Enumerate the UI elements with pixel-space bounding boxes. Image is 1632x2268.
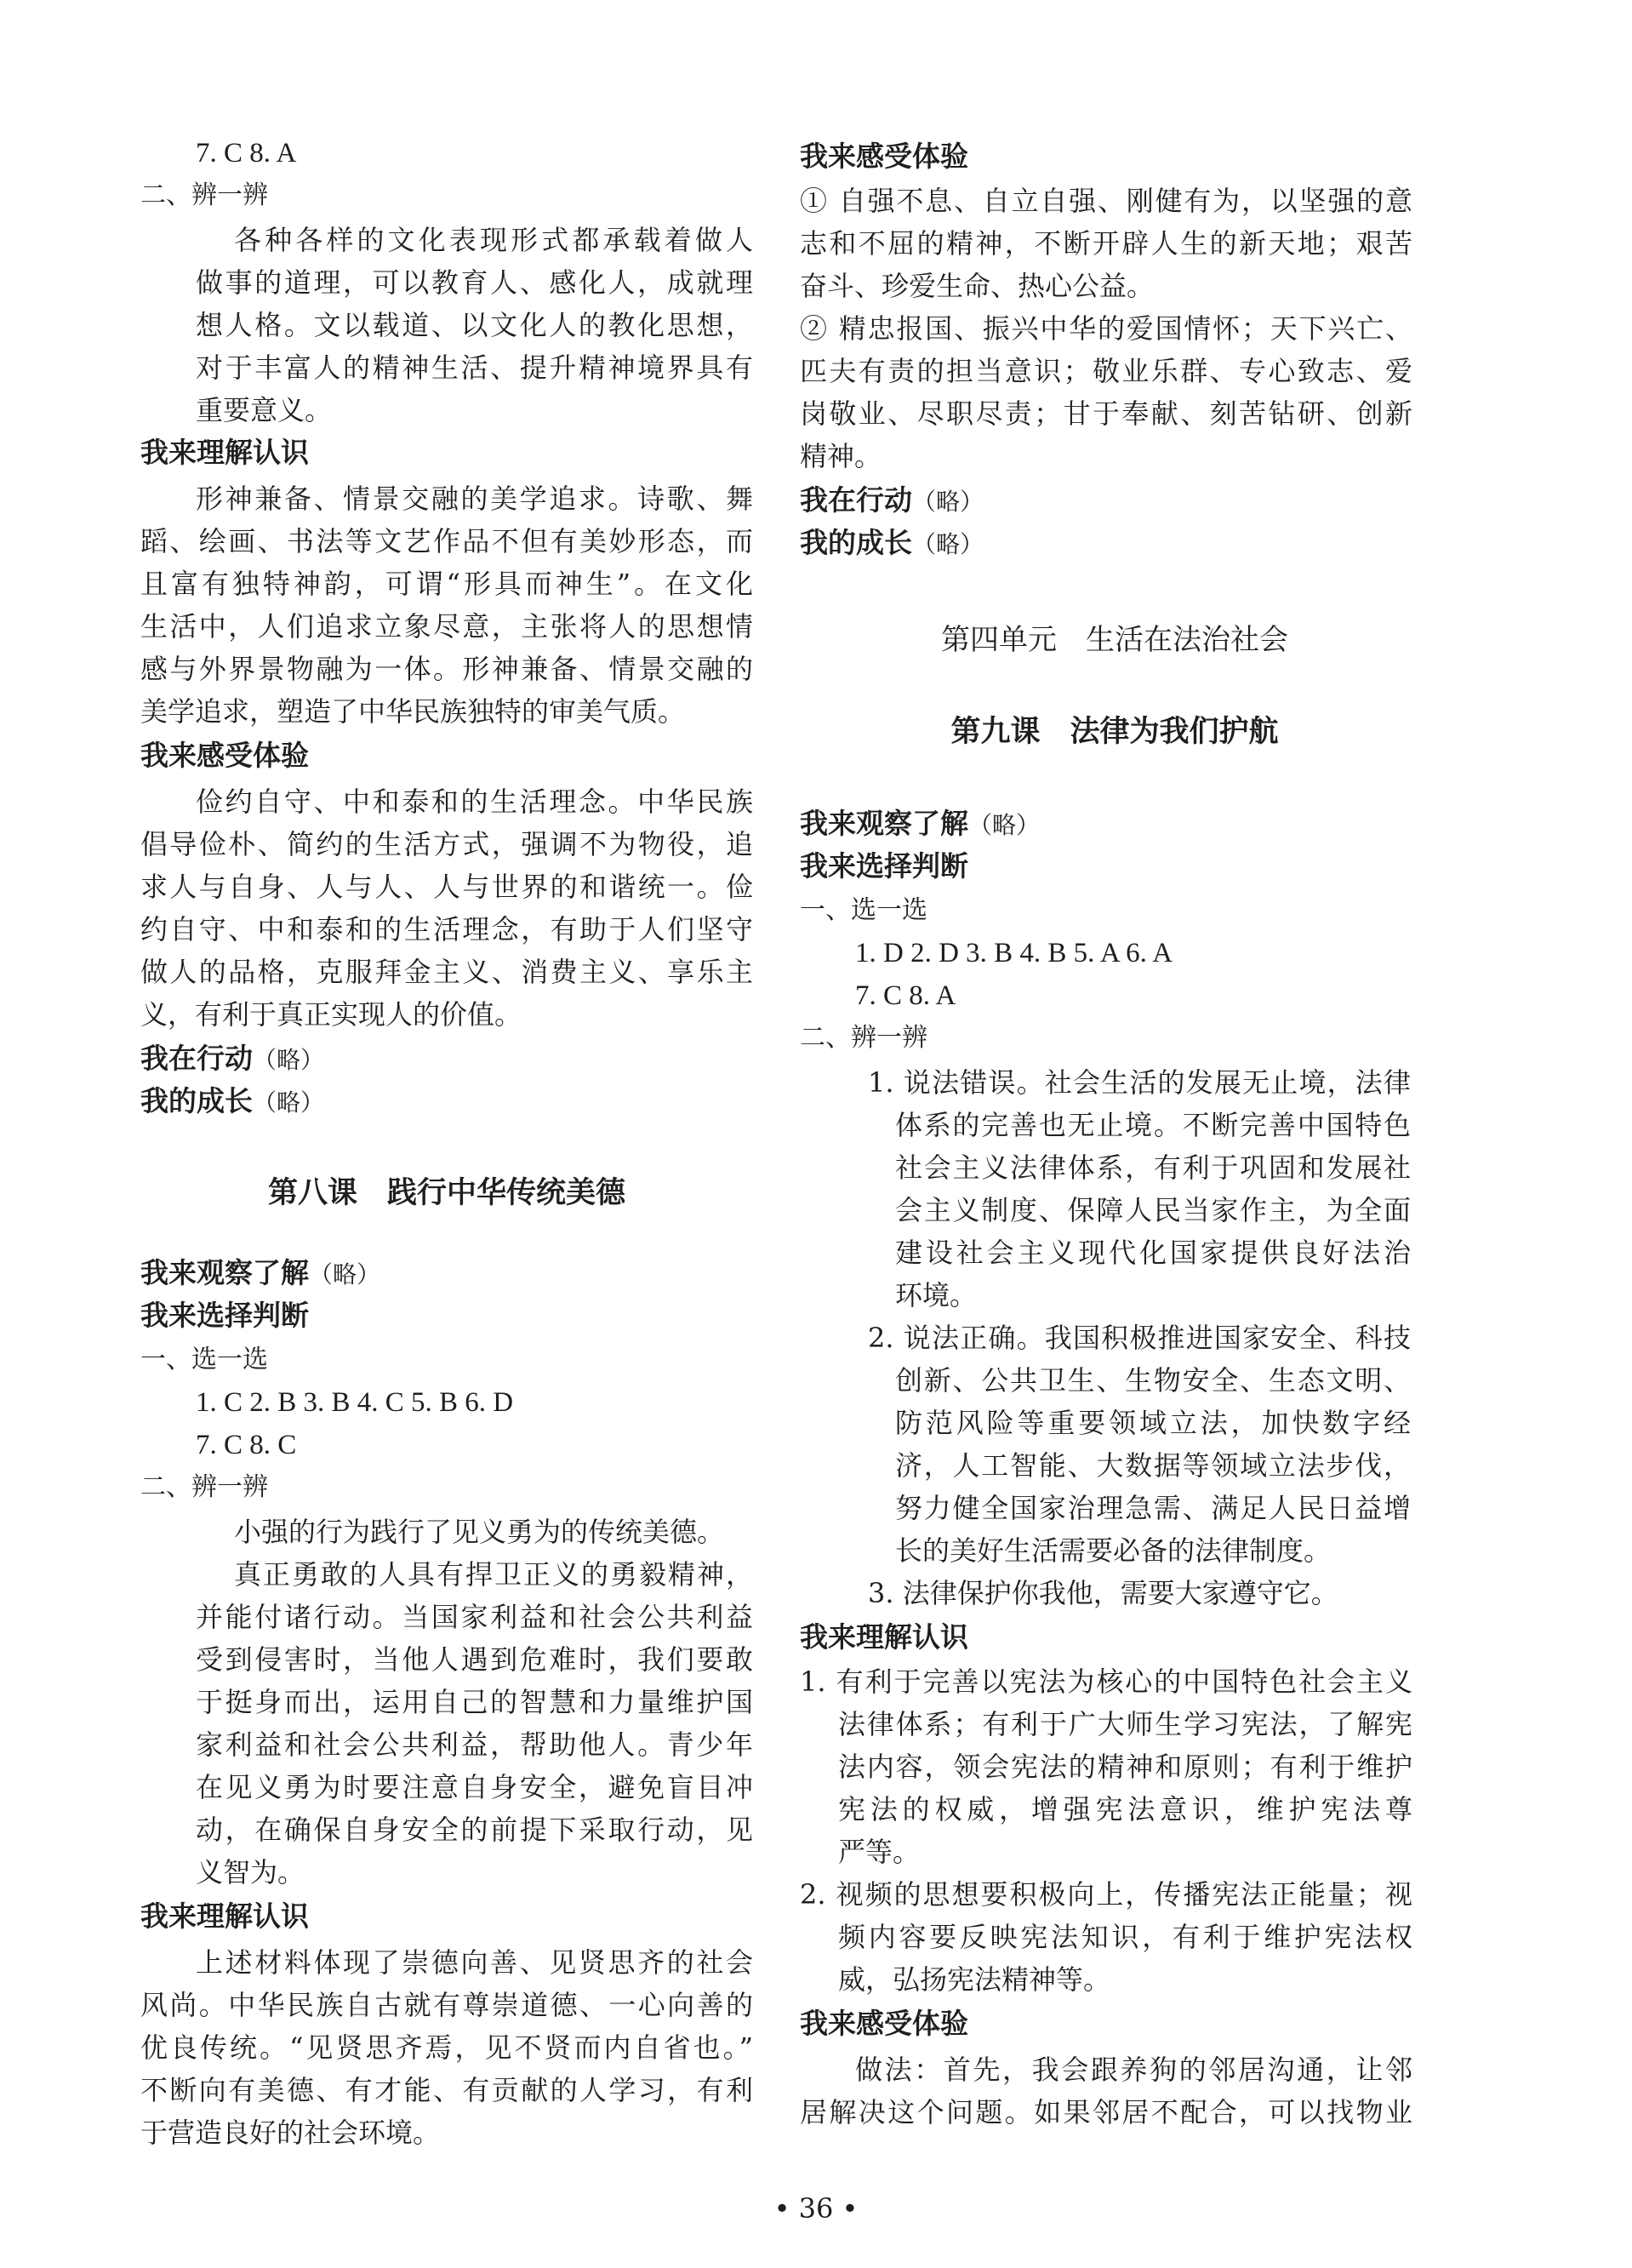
understand-text: 于营造良好的社会环境。	[140, 2117, 441, 2149]
mc-answers: 7. C 8. A	[855, 980, 956, 1011]
bian-item-2: 创新、公共卫生、生物安全、生态文明、	[895, 1364, 1411, 1397]
mc-heading: 一、选一选	[800, 895, 927, 925]
bian-text: 对于丰富人的精神生活、提升精神境界具有	[196, 351, 753, 384]
understand-text: 不断向有美德、有才能、有贡献的人学习，有利	[140, 2074, 753, 2106]
bian-text: 于挺身而出，运用自己的智慧和力量维护国	[196, 1686, 753, 1718]
feel-text: 居解决这个问题。如果邻居不配合，可以找物业	[800, 2096, 1412, 2128]
bian-item-1: 建设社会主义现代化国家提供良好法治	[895, 1237, 1411, 1269]
bian-text: 受到侵害时，当他人遇到危难时，我们要敢	[196, 1643, 753, 1676]
action-heading: 我在行动（略）	[800, 483, 984, 517]
observe-heading: 我来观察了解（略）	[800, 807, 1041, 840]
page-number: • 36 •	[773, 2192, 859, 2225]
unit-4-title: 第四单元 生活在法治社会	[941, 623, 1288, 657]
bian-text: 动，在确保自身安全的前提下采取行动，见	[196, 1814, 753, 1846]
bian-heading: 二、辨一辨	[140, 1472, 268, 1502]
understand-text: 风尚。中华民族自古就有尊崇道德、一心向善的	[140, 1989, 753, 2021]
action-note: （略）	[253, 1046, 325, 1074]
feel-text: 奋斗、珍爱生命、热心公益。	[800, 270, 1155, 302]
bian-text: 义智为。	[196, 1856, 305, 1888]
bian-item-2: 2. 说法正确。我国积极推进国家安全、科技	[868, 1322, 1411, 1354]
feel-text: 约自守、中和泰和的生活理念，有助于人们坚守	[140, 913, 753, 945]
growth-note: （略）	[912, 530, 984, 558]
feel-text: 岗敬业、尽职尽责；甘于奉献、刻苦钻研、创新	[800, 397, 1412, 430]
feel-heading: 我来感受体验	[140, 739, 309, 772]
feel-text: ① 自强不息、自立自强、刚健有为，以坚强的意	[800, 185, 1412, 217]
understand-item-1: 1. 有利于完善以宪法为核心的中国特色社会主义	[800, 1665, 1412, 1698]
feel-text: 匹夫有责的担当意识；敬业乐群、专心致志、爱	[800, 355, 1412, 387]
bian-item-2: 努力健全国家治理急需、满足人民日益增	[895, 1492, 1411, 1524]
lesson-9-title: 第九课 法律为我们护航	[950, 714, 1279, 749]
mc-answers: 1. D 2. D 3. B 4. B 5. A 6. A	[855, 938, 1173, 968]
growth-heading: 我的成长（略）	[800, 526, 984, 559]
feel-text: 精神。	[800, 440, 882, 472]
action-note: （略）	[912, 488, 984, 516]
bian-text: 小强的行为践行了见义勇为的传统美德。	[234, 1516, 725, 1548]
understand-item-2: 2. 视频的思想要积极向上，传播宪法正能量；视	[800, 1878, 1412, 1911]
bian-item-3: 3. 法律保护你我他，需要大家遵守它。	[868, 1577, 1338, 1609]
growth-heading: 我的成长（略）	[140, 1084, 325, 1117]
bian-item-1: 会主义制度、保障人民当家作主，为全面	[895, 1194, 1411, 1226]
understand-text: 蹈、绘画、书法等文艺作品不但有美妙形态，而	[140, 525, 753, 557]
mc-answers: 1. C 2. B 3. B 4. C 5. B 6. D	[196, 1387, 514, 1418]
understand-heading: 我来理解认识	[140, 1900, 309, 1933]
understand-item-1: 宪法的权威，增强宪法意识，维护宪法尊	[838, 1793, 1412, 1825]
bian-item-1: 环境。	[895, 1279, 978, 1311]
understand-text: 且富有独特神韵，可谓“形具而神生”。在文化	[140, 568, 753, 600]
understand-item-1: 严等。	[838, 1836, 921, 1868]
feel-text: 倡导俭朴、简约的生活方式，强调不为物役，追	[140, 828, 753, 860]
bian-item-1: 体系的完善也无止境。不断完善中国特色	[895, 1109, 1411, 1141]
understand-text: 感与外界景物融为一体。形神兼备、情景交融的	[140, 653, 753, 685]
bian-heading: 二、辨一辨	[140, 180, 268, 210]
mc-answers: 7. C 8. C	[196, 1430, 297, 1460]
bian-heading: 二、辨一辨	[800, 1023, 927, 1053]
observe-note: （略）	[309, 1260, 381, 1288]
bian-text: 并能付诸行动。当国家利益和社会公共利益	[196, 1601, 753, 1633]
feel-text: 求人与自身、人与人、人与世界的和谐统一。俭	[140, 871, 753, 903]
choose-heading: 我来选择判断	[140, 1299, 309, 1332]
understand-item-2: 频内容要反映宪法知识，有利于维护宪法权	[838, 1921, 1412, 1953]
understand-item-1: 法内容，领会宪法的精神和原则；有利于维护	[838, 1751, 1412, 1783]
mc-heading: 一、选一选	[140, 1345, 268, 1374]
mc-answers-tail: 7. C 8. A	[196, 138, 297, 169]
feel-text: 义，有利于真正实现人的价值。	[140, 998, 522, 1031]
feel-heading: 我来感受体验	[800, 140, 968, 173]
bian-text: 做事的道理，可以教育人、感化人，成就理	[196, 266, 753, 299]
observe-heading: 我来观察了解（略）	[140, 1256, 381, 1289]
feel-text: 俭约自守、中和泰和的生活理念。中华民族	[196, 786, 753, 818]
understand-text: 生活中，人们追求立象尽意，主张将人的思想情	[140, 610, 753, 643]
bian-text: 想人格。文以载道、以文化人的教化思想，	[196, 309, 753, 341]
feel-heading: 我来感受体验	[800, 2007, 968, 2040]
feel-text: 志和不屈的精神，不断开辟人生的新天地；艰苦	[800, 227, 1412, 260]
understand-text: 美学追求，塑造了中华民族独特的审美气质。	[140, 695, 686, 728]
bian-item-2: 长的美好生活需要必备的法律制度。	[895, 1534, 1332, 1567]
action-heading: 我在行动（略）	[140, 1042, 325, 1075]
feel-text: 做法：首先，我会跟养狗的邻居沟通，让邻	[855, 2054, 1412, 2086]
growth-note: （略）	[253, 1088, 325, 1117]
choose-heading: 我来选择判断	[800, 849, 968, 883]
understand-text: 上述材料体现了崇德向善、见贤思齐的社会	[196, 1946, 753, 1979]
bian-text: 在见义勇为时要注意自身安全，避免盲目冲	[196, 1771, 753, 1803]
bian-text: 家利益和社会公共利益，帮助他人。青少年	[196, 1728, 753, 1761]
understand-item-1: 法律体系；有利于广大师生学习宪法，了解宪	[838, 1708, 1412, 1740]
bian-text: 各种各样的文化表现形式都承载着做人	[234, 224, 753, 256]
understand-heading: 我来理解认识	[800, 1620, 968, 1654]
bian-item-1: 1. 说法错误。社会生活的发展无止境，法律	[868, 1066, 1411, 1099]
lesson-8-title: 第八课 践行中华传统美德	[267, 1175, 625, 1210]
understand-text: 形神兼备、情景交融的美学追求。诗歌、舞	[196, 483, 753, 515]
feel-text: 做人的品格，克服拜金主义、消费主义、享乐主	[140, 956, 753, 988]
bian-item-2: 防范风险等重要领域立法，加快数字经	[895, 1407, 1411, 1439]
observe-note: （略）	[968, 811, 1041, 839]
bian-text: 重要意义。	[196, 394, 333, 426]
bian-text: 真正勇敢的人具有捍卫正义的勇毅精神，	[234, 1558, 753, 1591]
feel-text: ② 精忠报国、振兴中华的爱国情怀；天下兴亡、	[800, 312, 1412, 345]
understand-item-2: 威，弘扬宪法精神等。	[838, 1963, 1111, 1996]
understand-heading: 我来理解认识	[140, 436, 309, 469]
bian-item-1: 社会主义法律体系，有利于巩固和发展社	[895, 1151, 1411, 1184]
bian-item-2: 济，人工智能、大数据等领域立法步伐，	[895, 1449, 1411, 1482]
understand-text: 优良传统。“见贤思齐焉，见不贤而内自省也。”	[140, 2031, 753, 2064]
